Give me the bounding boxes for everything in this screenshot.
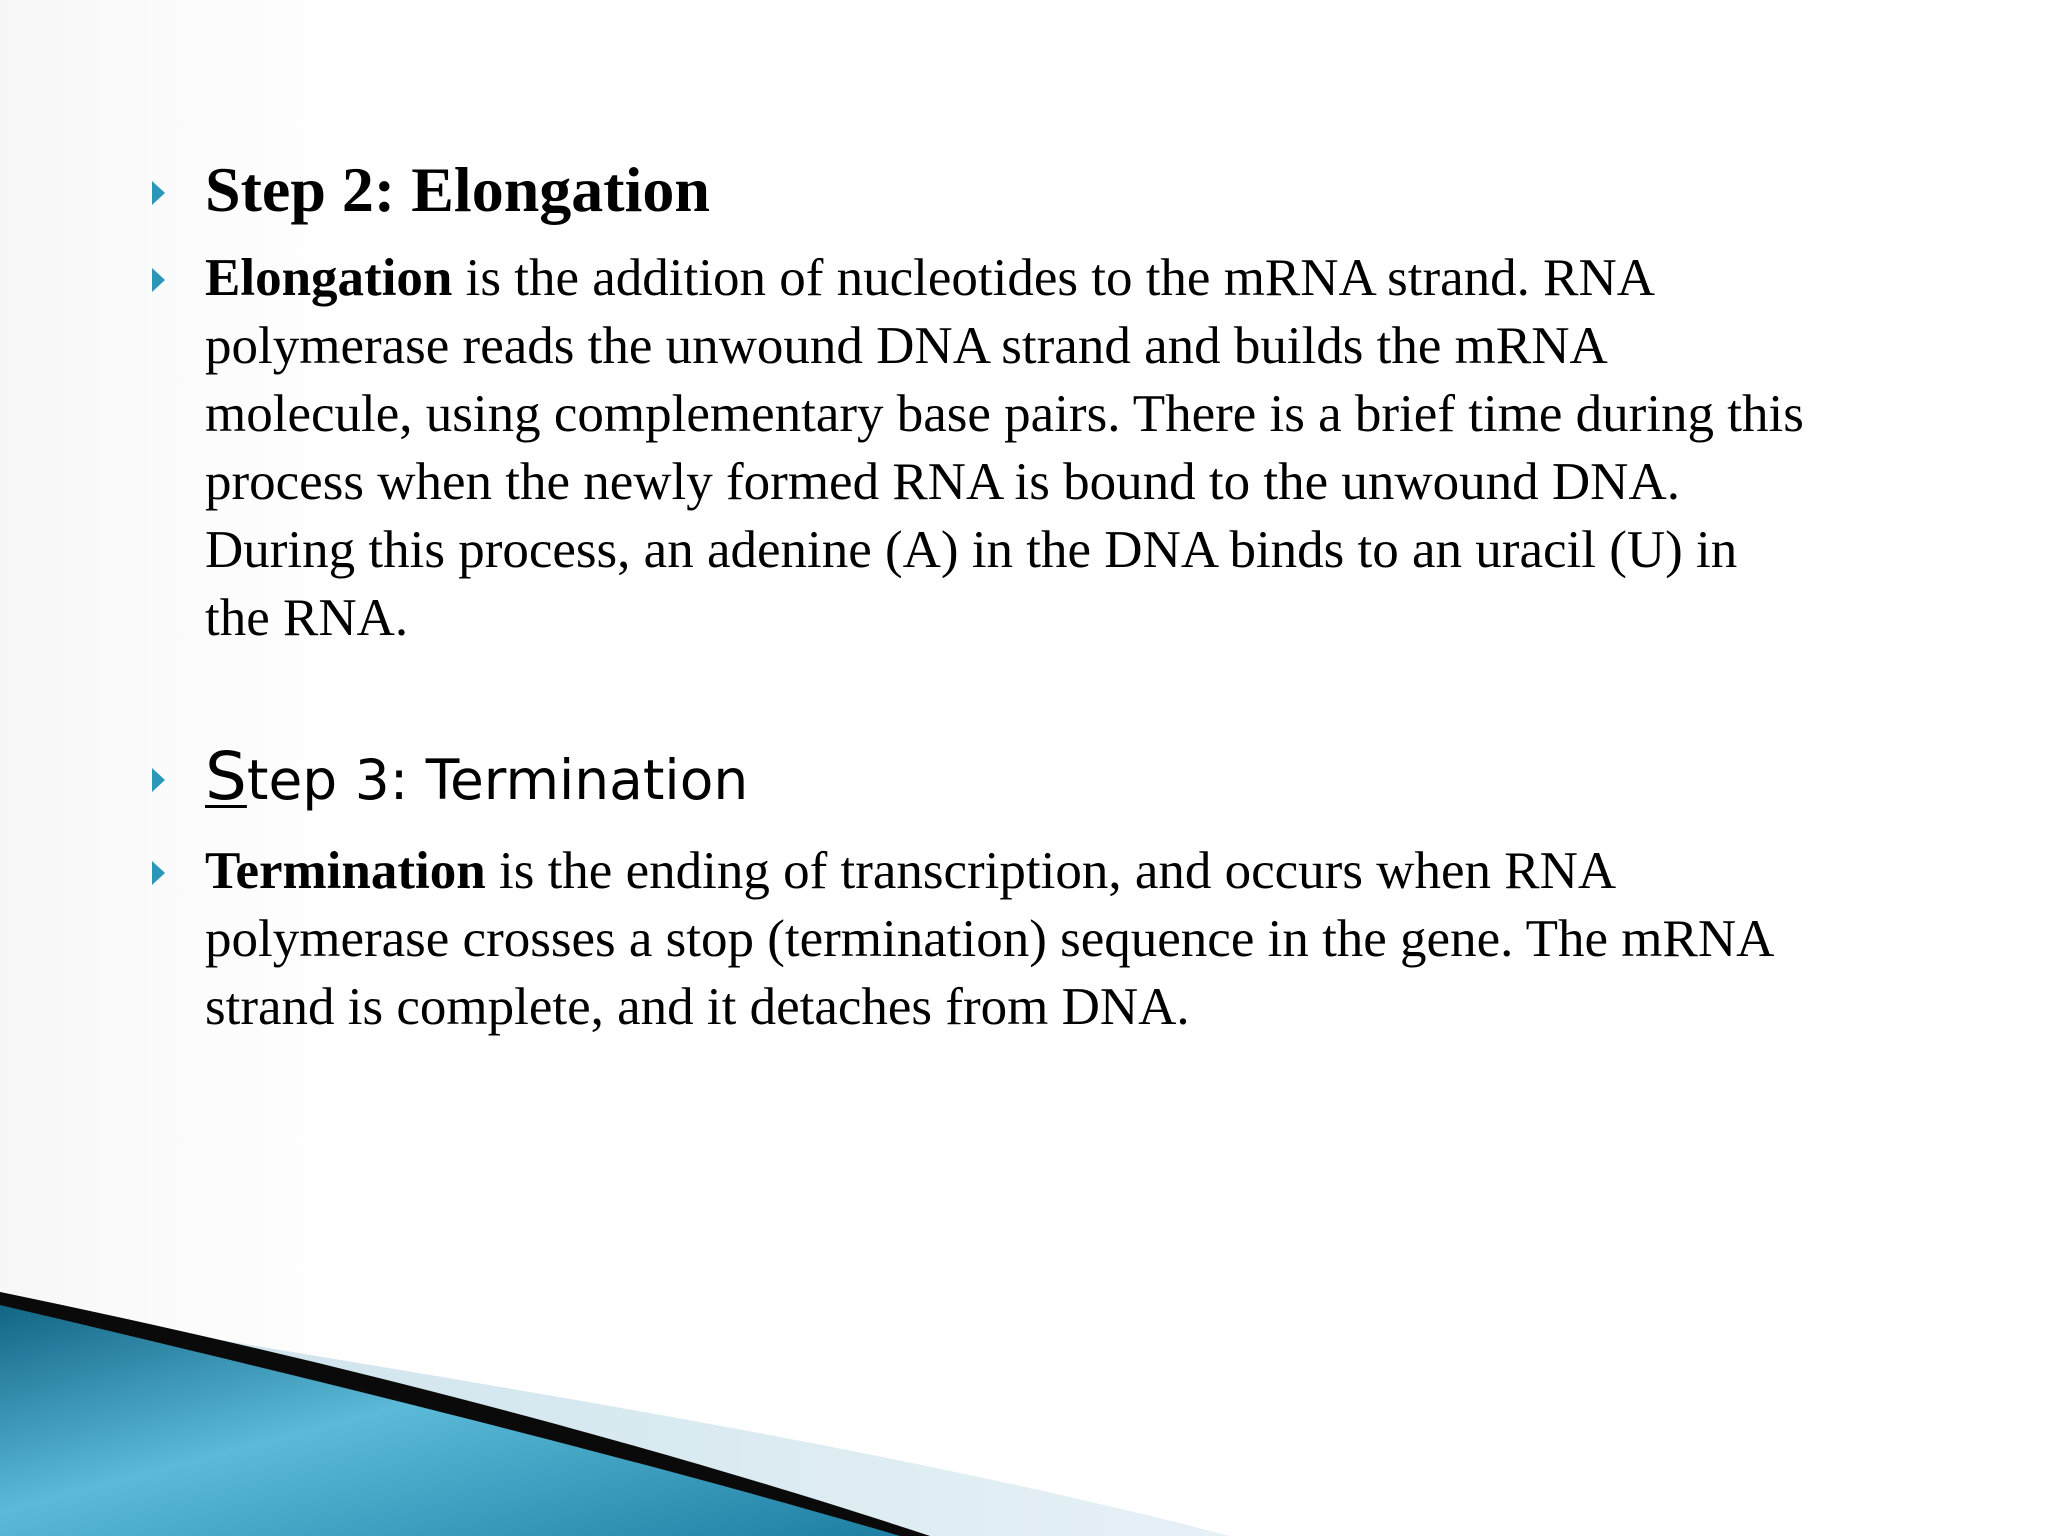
paragraph-line: During this process, an adenine (A) in the DNA binds to an uracil (U) in	[205, 521, 1738, 579]
paragraph-line: molecule, using complementary base pairs. There is a brief time during this	[205, 385, 1804, 443]
bullet-icon	[152, 768, 165, 792]
step3-body	[205, 837, 1935, 1041]
paragraph-line: the RNA.	[205, 589, 409, 647]
bullet-icon	[152, 181, 165, 205]
step2-body	[205, 244, 1935, 652]
paragraph-line: polymerase reads the unwound DNA strand and builds the mRNA	[205, 317, 1608, 375]
term-termination: Termination	[205, 842, 486, 900]
bullet-icon	[152, 268, 165, 292]
paragraph-line: strand is complete, and it detaches from DNA.	[205, 978, 1190, 1036]
step2-heading: Step 2: Elongation	[205, 154, 710, 225]
paragraph-line: polymerase crosses a stop (termination) sequence in the gene. The mRNA	[205, 910, 1775, 968]
paragraph-line: Elongation is the addition of nucleotides to the mRNA strand. RNA	[205, 249, 1656, 307]
paragraph-line: Termination is the ending of transcription, and occurs when RNA	[205, 842, 1617, 900]
step3-heading: Step 3: Termination	[205, 738, 749, 815]
term-elongation: Elongation	[205, 249, 453, 307]
bullet-icon	[152, 861, 165, 885]
paragraph-line: process when the newly formed RNA is bound to the unwound DNA.	[205, 453, 1680, 511]
